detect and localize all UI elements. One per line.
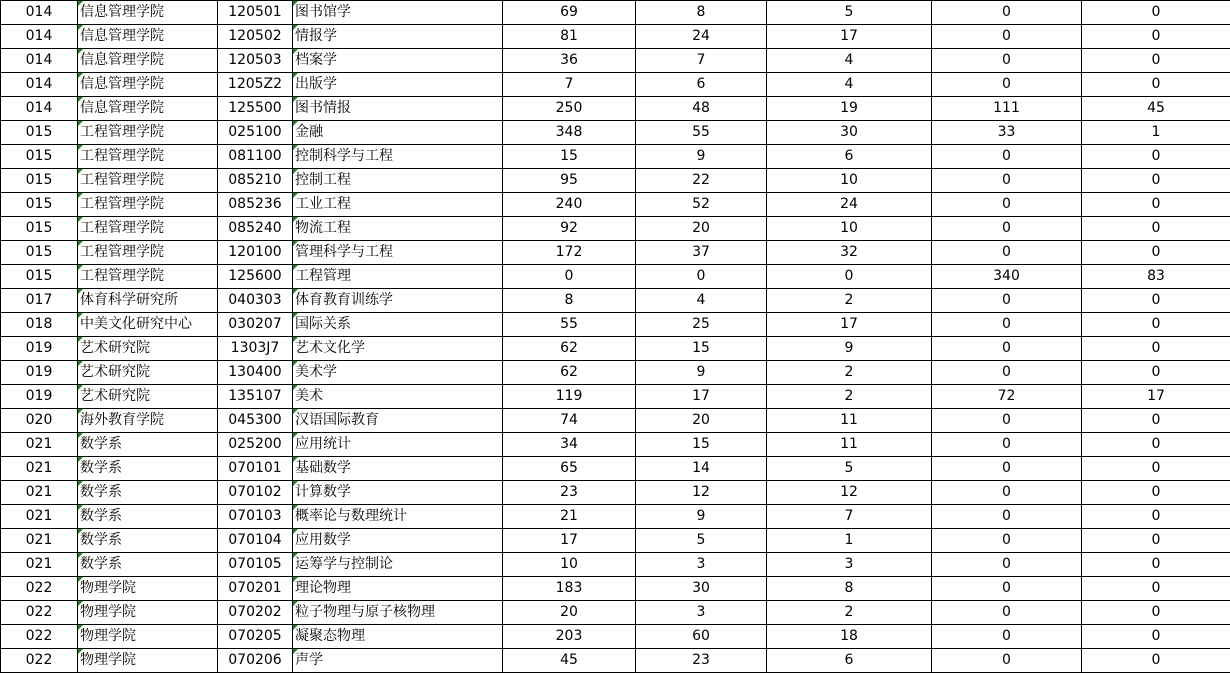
cell-val-4[interactable]: 33 bbox=[932, 121, 1082, 145]
cell-val-5[interactable]: 0 bbox=[1082, 337, 1230, 361]
cell-major-code[interactable]: 070205 bbox=[218, 625, 293, 649]
cell-val-3[interactable]: 19 bbox=[767, 97, 932, 121]
cell-major-code[interactable]: 030207 bbox=[218, 313, 293, 337]
table-row bbox=[1, 241, 1230, 265]
cell-val-2[interactable]: 20 bbox=[636, 217, 767, 241]
cell-val-1[interactable]: 21 bbox=[503, 505, 636, 529]
cell-val-4[interactable]: 0 bbox=[932, 649, 1082, 673]
cell-dept-code[interactable]: 019 bbox=[1, 337, 78, 361]
cell-val-1[interactable]: 240 bbox=[503, 193, 636, 217]
cell-val-4[interactable]: 0 bbox=[932, 601, 1082, 625]
cell-dept-name[interactable]: 体育科学研究所 bbox=[78, 289, 218, 313]
cell-val-4[interactable]: 0 bbox=[932, 313, 1082, 337]
cell-major-code[interactable]: 070105 bbox=[218, 553, 293, 577]
cell-val-2[interactable]: 37 bbox=[636, 241, 767, 265]
table-row bbox=[1, 409, 1230, 433]
cell-dept-code[interactable]: 021 bbox=[1, 457, 78, 481]
cell-val-3[interactable]: 10 bbox=[767, 217, 932, 241]
cell-val-4[interactable]: 111 bbox=[932, 97, 1082, 121]
cell-val-5[interactable]: 0 bbox=[1082, 73, 1230, 97]
cell-major-name[interactable]: 基础数学 bbox=[293, 457, 503, 481]
cell-val-1[interactable]: 8 bbox=[503, 289, 636, 313]
cell-major-name[interactable]: 金融 bbox=[293, 121, 503, 145]
cell-val-1[interactable]: 119 bbox=[503, 385, 636, 409]
cell-val-4[interactable]: 0 bbox=[932, 73, 1082, 97]
cell-dept-code[interactable]: 017 bbox=[1, 289, 78, 313]
cell-dept-name[interactable]: 工程管理学院 bbox=[78, 169, 218, 193]
cell-val-5[interactable]: 0 bbox=[1082, 577, 1230, 601]
cell-val-5[interactable]: 1 bbox=[1082, 121, 1230, 145]
table-row bbox=[1, 217, 1230, 241]
cell-val-2[interactable]: 8 bbox=[636, 1, 767, 25]
cell-val-3[interactable]: 9 bbox=[767, 337, 932, 361]
cell-val-4[interactable]: 0 bbox=[932, 481, 1082, 505]
cell-val-2[interactable]: 17 bbox=[636, 385, 767, 409]
cell-val-3[interactable]: 2 bbox=[767, 289, 932, 313]
cell-dept-code[interactable]: 019 bbox=[1, 361, 78, 385]
cell-major-code[interactable]: 120100 bbox=[218, 241, 293, 265]
cell-val-3[interactable]: 30 bbox=[767, 121, 932, 145]
cell-val-2[interactable]: 22 bbox=[636, 169, 767, 193]
cell-val-4[interactable]: 0 bbox=[932, 505, 1082, 529]
cell-major-code[interactable]: 081100 bbox=[218, 145, 293, 169]
cell-dept-code[interactable]: 015 bbox=[1, 217, 78, 241]
table-row bbox=[1, 193, 1230, 217]
cell-val-3[interactable]: 0 bbox=[767, 265, 932, 289]
cell-val-5[interactable]: 0 bbox=[1082, 1, 1230, 25]
cell-val-2[interactable]: 60 bbox=[636, 625, 767, 649]
table-row bbox=[1, 97, 1230, 121]
cell-dept-name[interactable]: 工程管理学院 bbox=[78, 193, 218, 217]
cell-val-1[interactable]: 7 bbox=[503, 73, 636, 97]
cell-val-3[interactable]: 6 bbox=[767, 649, 932, 673]
cell-dept-name[interactable]: 信息管理学院 bbox=[78, 49, 218, 73]
table-row bbox=[1, 433, 1230, 457]
cell-dept-name[interactable]: 数学系 bbox=[78, 505, 218, 529]
table-row bbox=[1, 169, 1230, 193]
cell-val-5[interactable]: 0 bbox=[1082, 25, 1230, 49]
cell-val-1[interactable]: 23 bbox=[503, 481, 636, 505]
cell-major-code[interactable]: 045300 bbox=[218, 409, 293, 433]
cell-dept-name[interactable]: 艺术研究院 bbox=[78, 385, 218, 409]
table-row bbox=[1, 121, 1230, 145]
cell-val-3[interactable]: 24 bbox=[767, 193, 932, 217]
table-row bbox=[1, 49, 1230, 73]
cell-val-4[interactable]: 72 bbox=[932, 385, 1082, 409]
cell-major-name[interactable]: 艺术文化学 bbox=[293, 337, 503, 361]
cell-dept-code[interactable]: 022 bbox=[1, 577, 78, 601]
cell-val-2[interactable]: 9 bbox=[636, 361, 767, 385]
cell-major-name[interactable]: 声学 bbox=[293, 649, 503, 673]
cell-major-code[interactable]: 125500 bbox=[218, 97, 293, 121]
cell-major-code[interactable]: 070102 bbox=[218, 481, 293, 505]
cell-dept-code[interactable]: 021 bbox=[1, 505, 78, 529]
cell-val-2[interactable]: 48 bbox=[636, 97, 767, 121]
cell-val-4[interactable]: 0 bbox=[932, 289, 1082, 313]
table-row bbox=[1, 313, 1230, 337]
cell-dept-code[interactable]: 022 bbox=[1, 649, 78, 673]
cell-dept-name[interactable]: 艺术研究院 bbox=[78, 337, 218, 361]
cell-val-1[interactable]: 81 bbox=[503, 25, 636, 49]
cell-val-4[interactable]: 0 bbox=[932, 193, 1082, 217]
cell-major-code[interactable]: 1303J7 bbox=[218, 337, 293, 361]
cell-val-3[interactable]: 2 bbox=[767, 601, 932, 625]
cell-major-code[interactable]: 120502 bbox=[218, 25, 293, 49]
cell-major-code[interactable]: 070103 bbox=[218, 505, 293, 529]
cell-val-2[interactable]: 24 bbox=[636, 25, 767, 49]
cell-major-code[interactable]: 085210 bbox=[218, 169, 293, 193]
cell-dept-name[interactable]: 物理学院 bbox=[78, 577, 218, 601]
table-row bbox=[1, 265, 1230, 289]
cell-val-5[interactable]: 0 bbox=[1082, 553, 1230, 577]
cell-val-5[interactable]: 0 bbox=[1082, 505, 1230, 529]
cell-val-1[interactable]: 62 bbox=[503, 337, 636, 361]
cell-major-code[interactable]: 085240 bbox=[218, 217, 293, 241]
cell-val-2[interactable]: 7 bbox=[636, 49, 767, 73]
cell-dept-name[interactable]: 数学系 bbox=[78, 529, 218, 553]
cell-dept-code[interactable]: 014 bbox=[1, 73, 78, 97]
table-row bbox=[1, 385, 1230, 409]
cell-val-5[interactable]: 17 bbox=[1082, 385, 1230, 409]
cell-val-2[interactable]: 4 bbox=[636, 289, 767, 313]
cell-val-4[interactable]: 0 bbox=[932, 145, 1082, 169]
table-row bbox=[1, 649, 1230, 673]
cell-dept-code[interactable]: 021 bbox=[1, 553, 78, 577]
cell-val-2[interactable]: 9 bbox=[636, 145, 767, 169]
cell-val-5[interactable]: 0 bbox=[1082, 49, 1230, 73]
cell-major-code[interactable]: 120503 bbox=[218, 49, 293, 73]
cell-val-2[interactable]: 52 bbox=[636, 193, 767, 217]
cell-major-code[interactable]: 070202 bbox=[218, 601, 293, 625]
cell-val-3[interactable]: 17 bbox=[767, 25, 932, 49]
cell-dept-code[interactable]: 015 bbox=[1, 121, 78, 145]
cell-major-name[interactable]: 应用数学 bbox=[293, 529, 503, 553]
cell-val-4[interactable]: 0 bbox=[932, 409, 1082, 433]
table-row bbox=[1, 625, 1230, 649]
cell-val-5[interactable]: 0 bbox=[1082, 193, 1230, 217]
cell-dept-code[interactable]: 022 bbox=[1, 625, 78, 649]
cell-val-3[interactable]: 5 bbox=[767, 1, 932, 25]
cell-val-4[interactable]: 340 bbox=[932, 265, 1082, 289]
cell-dept-code[interactable]: 015 bbox=[1, 241, 78, 265]
cell-val-3[interactable]: 10 bbox=[767, 169, 932, 193]
cell-dept-name[interactable]: 艺术研究院 bbox=[78, 361, 218, 385]
cell-val-1[interactable]: 0 bbox=[503, 265, 636, 289]
cell-val-3[interactable]: 5 bbox=[767, 457, 932, 481]
cell-val-1[interactable]: 65 bbox=[503, 457, 636, 481]
spreadsheet-body bbox=[1, 1, 1230, 673]
cell-val-2[interactable]: 20 bbox=[636, 409, 767, 433]
cell-major-code[interactable]: 070201 bbox=[218, 577, 293, 601]
cell-major-name[interactable]: 出版学 bbox=[293, 73, 503, 97]
cell-val-2[interactable]: 6 bbox=[636, 73, 767, 97]
cell-val-1[interactable]: 36 bbox=[503, 49, 636, 73]
cell-dept-code[interactable]: 014 bbox=[1, 25, 78, 49]
cell-dept-name[interactable]: 信息管理学院 bbox=[78, 25, 218, 49]
cell-val-1[interactable]: 15 bbox=[503, 145, 636, 169]
cell-val-2[interactable]: 15 bbox=[636, 433, 767, 457]
cell-dept-name[interactable]: 中美文化研究中心 bbox=[78, 313, 218, 337]
cell-val-2[interactable]: 3 bbox=[636, 553, 767, 577]
cell-val-3[interactable]: 12 bbox=[767, 481, 932, 505]
cell-dept-name[interactable]: 数学系 bbox=[78, 457, 218, 481]
cell-dept-name[interactable]: 物理学院 bbox=[78, 625, 218, 649]
cell-val-3[interactable]: 2 bbox=[767, 385, 932, 409]
cell-val-5[interactable]: 0 bbox=[1082, 601, 1230, 625]
cell-dept-code[interactable]: 015 bbox=[1, 265, 78, 289]
cell-val-3[interactable]: 2 bbox=[767, 361, 932, 385]
cell-dept-code[interactable]: 015 bbox=[1, 169, 78, 193]
table-row bbox=[1, 457, 1230, 481]
cell-major-name[interactable]: 物流工程 bbox=[293, 217, 503, 241]
cell-dept-name[interactable]: 数学系 bbox=[78, 553, 218, 577]
cell-val-4[interactable]: 0 bbox=[932, 577, 1082, 601]
cell-val-2[interactable]: 14 bbox=[636, 457, 767, 481]
cell-val-3[interactable]: 6 bbox=[767, 145, 932, 169]
cell-major-name[interactable]: 美术学 bbox=[293, 361, 503, 385]
cell-val-4[interactable]: 0 bbox=[932, 433, 1082, 457]
cell-val-1[interactable]: 183 bbox=[503, 577, 636, 601]
cell-val-4[interactable]: 0 bbox=[932, 217, 1082, 241]
cell-val-1[interactable]: 203 bbox=[503, 625, 636, 649]
cell-val-1[interactable]: 92 bbox=[503, 217, 636, 241]
table-row bbox=[1, 505, 1230, 529]
cell-val-3[interactable]: 18 bbox=[767, 625, 932, 649]
cell-val-4[interactable]: 0 bbox=[932, 25, 1082, 49]
cell-dept-name[interactable]: 信息管理学院 bbox=[78, 1, 218, 25]
cell-major-code[interactable]: 040303 bbox=[218, 289, 293, 313]
cell-dept-name[interactable]: 物理学院 bbox=[78, 649, 218, 673]
cell-val-5[interactable]: 0 bbox=[1082, 361, 1230, 385]
cell-dept-code[interactable]: 022 bbox=[1, 601, 78, 625]
table-row bbox=[1, 1, 1230, 25]
cell-val-4[interactable]: 0 bbox=[932, 553, 1082, 577]
cell-val-3[interactable]: 11 bbox=[767, 433, 932, 457]
cell-major-name[interactable]: 体育教育训练学 bbox=[293, 289, 503, 313]
cell-major-name[interactable]: 工业工程 bbox=[293, 193, 503, 217]
cell-val-2[interactable]: 15 bbox=[636, 337, 767, 361]
cell-val-4[interactable]: 0 bbox=[932, 241, 1082, 265]
cell-dept-code[interactable]: 020 bbox=[1, 409, 78, 433]
cell-val-5[interactable]: 0 bbox=[1082, 289, 1230, 313]
cell-dept-name[interactable]: 信息管理学院 bbox=[78, 73, 218, 97]
cell-val-5[interactable]: 0 bbox=[1082, 217, 1230, 241]
cell-val-2[interactable]: 30 bbox=[636, 577, 767, 601]
table-row bbox=[1, 529, 1230, 553]
cell-dept-name[interactable]: 数学系 bbox=[78, 481, 218, 505]
cell-major-name[interactable]: 粒子物理与原子核物理 bbox=[293, 601, 503, 625]
cell-major-code[interactable]: 125600 bbox=[218, 265, 293, 289]
cell-val-3[interactable]: 8 bbox=[767, 577, 932, 601]
cell-dept-code[interactable]: 014 bbox=[1, 49, 78, 73]
cell-major-code[interactable]: 025100 bbox=[218, 121, 293, 145]
cell-major-code[interactable]: 070206 bbox=[218, 649, 293, 673]
cell-val-3[interactable]: 4 bbox=[767, 73, 932, 97]
cell-major-name[interactable]: 图书馆学 bbox=[293, 1, 503, 25]
table-row bbox=[1, 337, 1230, 361]
cell-val-5[interactable]: 83 bbox=[1082, 265, 1230, 289]
table-row bbox=[1, 73, 1230, 97]
cell-val-1[interactable]: 348 bbox=[503, 121, 636, 145]
cell-major-name[interactable]: 美术 bbox=[293, 385, 503, 409]
cell-major-name[interactable]: 控制工程 bbox=[293, 169, 503, 193]
cell-dept-name[interactable]: 工程管理学院 bbox=[78, 265, 218, 289]
cell-val-5[interactable]: 45 bbox=[1082, 97, 1230, 121]
cell-dept-code[interactable]: 014 bbox=[1, 97, 78, 121]
cell-dept-name[interactable]: 工程管理学院 bbox=[78, 121, 218, 145]
cell-dept-name[interactable]: 工程管理学院 bbox=[78, 241, 218, 265]
cell-val-2[interactable]: 55 bbox=[636, 121, 767, 145]
cell-val-1[interactable]: 250 bbox=[503, 97, 636, 121]
cell-val-4[interactable]: 0 bbox=[932, 169, 1082, 193]
cell-major-name[interactable]: 理论物理 bbox=[293, 577, 503, 601]
cell-val-2[interactable]: 12 bbox=[636, 481, 767, 505]
cell-major-name[interactable]: 工程管理 bbox=[293, 265, 503, 289]
cell-dept-code[interactable]: 014 bbox=[1, 1, 78, 25]
cell-dept-name[interactable]: 工程管理学院 bbox=[78, 217, 218, 241]
table-row bbox=[1, 289, 1230, 313]
cell-major-name[interactable]: 档案学 bbox=[293, 49, 503, 73]
cell-major-code[interactable]: 135107 bbox=[218, 385, 293, 409]
cell-val-5[interactable]: 0 bbox=[1082, 145, 1230, 169]
cell-dept-code[interactable]: 015 bbox=[1, 193, 78, 217]
cell-val-5[interactable]: 0 bbox=[1082, 169, 1230, 193]
cell-val-4[interactable]: 0 bbox=[932, 361, 1082, 385]
cell-val-3[interactable]: 11 bbox=[767, 409, 932, 433]
cell-val-1[interactable]: 74 bbox=[503, 409, 636, 433]
cell-val-5[interactable]: 0 bbox=[1082, 409, 1230, 433]
table-row bbox=[1, 481, 1230, 505]
cell-major-code[interactable]: 070101 bbox=[218, 457, 293, 481]
table-row bbox=[1, 601, 1230, 625]
cell-val-5[interactable]: 0 bbox=[1082, 457, 1230, 481]
cell-val-4[interactable]: 0 bbox=[932, 49, 1082, 73]
cell-dept-name[interactable]: 物理学院 bbox=[78, 601, 218, 625]
cell-major-name[interactable]: 计算数学 bbox=[293, 481, 503, 505]
cell-val-4[interactable]: 0 bbox=[932, 457, 1082, 481]
cell-val-1[interactable]: 69 bbox=[503, 1, 636, 25]
cell-val-2[interactable]: 23 bbox=[636, 649, 767, 673]
cell-dept-name[interactable]: 海外教育学院 bbox=[78, 409, 218, 433]
cell-major-name[interactable]: 管理科学与工程 bbox=[293, 241, 503, 265]
cell-major-code[interactable]: 085236 bbox=[218, 193, 293, 217]
table-row bbox=[1, 553, 1230, 577]
cell-val-1[interactable]: 62 bbox=[503, 361, 636, 385]
cell-dept-name[interactable]: 信息管理学院 bbox=[78, 97, 218, 121]
table-row bbox=[1, 145, 1230, 169]
cell-major-name[interactable]: 应用统计 bbox=[293, 433, 503, 457]
cell-val-4[interactable]: 0 bbox=[932, 1, 1082, 25]
cell-val-5[interactable]: 0 bbox=[1082, 241, 1230, 265]
cell-major-name[interactable]: 凝聚态物理 bbox=[293, 625, 503, 649]
cell-val-5[interactable]: 0 bbox=[1082, 313, 1230, 337]
cell-val-3[interactable]: 4 bbox=[767, 49, 932, 73]
cell-val-2[interactable]: 5 bbox=[636, 529, 767, 553]
cell-val-5[interactable]: 0 bbox=[1082, 625, 1230, 649]
cell-dept-name[interactable]: 工程管理学院 bbox=[78, 145, 218, 169]
cell-val-1[interactable]: 45 bbox=[503, 649, 636, 673]
cell-dept-code[interactable]: 021 bbox=[1, 481, 78, 505]
cell-major-code[interactable]: 070104 bbox=[218, 529, 293, 553]
table-row bbox=[1, 361, 1230, 385]
table-row bbox=[1, 25, 1230, 49]
cell-val-4[interactable]: 0 bbox=[932, 529, 1082, 553]
cell-val-2[interactable]: 25 bbox=[636, 313, 767, 337]
cell-major-name[interactable]: 国际关系 bbox=[293, 313, 503, 337]
cell-val-2[interactable]: 3 bbox=[636, 601, 767, 625]
cell-dept-name[interactable]: 数学系 bbox=[78, 433, 218, 457]
cell-major-code[interactable]: 120501 bbox=[218, 1, 293, 25]
cell-val-1[interactable]: 55 bbox=[503, 313, 636, 337]
cell-major-name[interactable]: 图书情报 bbox=[293, 97, 503, 121]
cell-val-5[interactable]: 0 bbox=[1082, 433, 1230, 457]
cell-val-3[interactable]: 17 bbox=[767, 313, 932, 337]
cell-val-1[interactable]: 34 bbox=[503, 433, 636, 457]
cell-val-3[interactable]: 3 bbox=[767, 553, 932, 577]
cell-major-code[interactable]: 130400 bbox=[218, 361, 293, 385]
cell-val-1[interactable]: 10 bbox=[503, 553, 636, 577]
cell-val-4[interactable]: 0 bbox=[932, 625, 1082, 649]
cell-val-4[interactable]: 0 bbox=[932, 337, 1082, 361]
cell-val-3[interactable]: 32 bbox=[767, 241, 932, 265]
cell-major-name[interactable]: 控制科学与工程 bbox=[293, 145, 503, 169]
cell-major-name[interactable]: 情报学 bbox=[293, 25, 503, 49]
cell-val-2[interactable]: 9 bbox=[636, 505, 767, 529]
cell-val-1[interactable]: 17 bbox=[503, 529, 636, 553]
cell-val-3[interactable]: 1 bbox=[767, 529, 932, 553]
cell-val-1[interactable]: 172 bbox=[503, 241, 636, 265]
cell-major-code[interactable]: 025200 bbox=[218, 433, 293, 457]
cell-val-5[interactable]: 0 bbox=[1082, 649, 1230, 673]
cell-val-2[interactable]: 0 bbox=[636, 265, 767, 289]
cell-major-name[interactable]: 运筹学与控制论 bbox=[293, 553, 503, 577]
cell-val-5[interactable]: 0 bbox=[1082, 529, 1230, 553]
table-row bbox=[1, 577, 1230, 601]
cell-major-name[interactable]: 汉语国际教育 bbox=[293, 409, 503, 433]
cell-val-1[interactable]: 20 bbox=[503, 601, 636, 625]
cell-major-name[interactable]: 概率论与数理统计 bbox=[293, 505, 503, 529]
cell-val-3[interactable]: 7 bbox=[767, 505, 932, 529]
cell-dept-code[interactable]: 018 bbox=[1, 313, 78, 337]
cell-dept-code[interactable]: 021 bbox=[1, 433, 78, 457]
cell-dept-code[interactable]: 019 bbox=[1, 385, 78, 409]
cell-major-code[interactable]: 1205Z2 bbox=[218, 73, 293, 97]
cell-val-1[interactable]: 95 bbox=[503, 169, 636, 193]
cell-dept-code[interactable]: 021 bbox=[1, 529, 78, 553]
cell-dept-code[interactable]: 015 bbox=[1, 145, 78, 169]
cell-val-5[interactable]: 0 bbox=[1082, 481, 1230, 505]
